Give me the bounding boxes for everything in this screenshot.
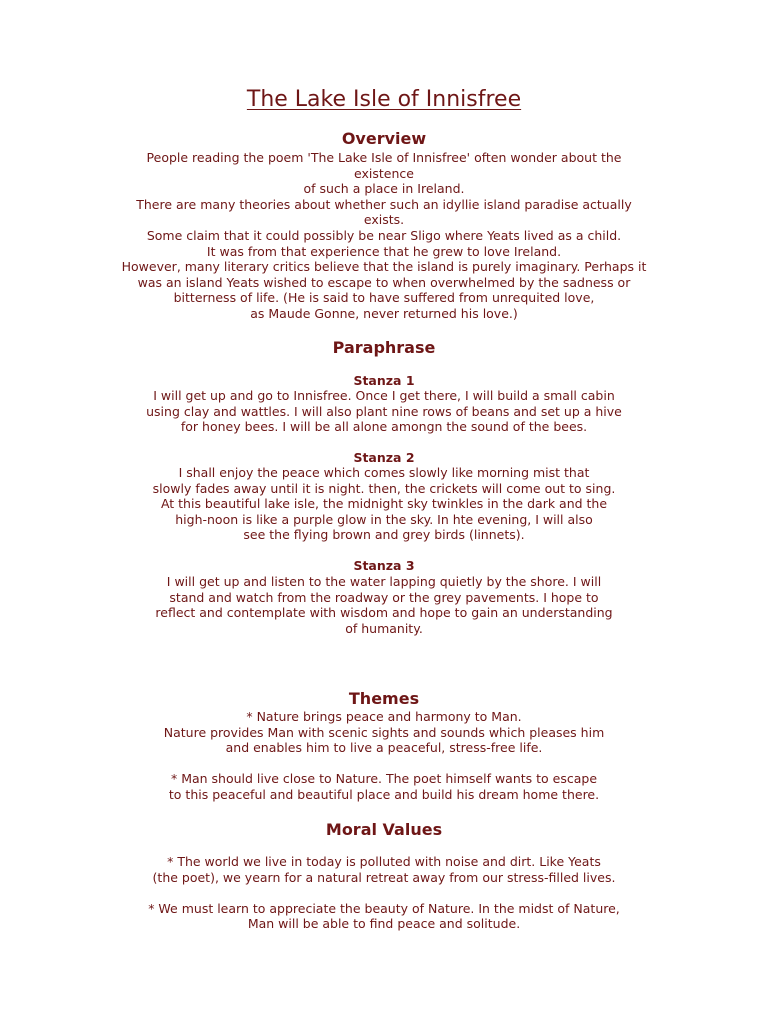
stanza-line: using clay and wattles. I will also plant nine rows of beans and set up a hive xyxy=(146,403,622,419)
paragraph-gap xyxy=(90,756,678,772)
overview-line: existence xyxy=(354,165,414,181)
overview-heading: Overview xyxy=(341,129,427,148)
stanza-line: stand and watch from the roadway or the grey pavements. I hope to xyxy=(169,589,599,605)
moral-values-line: (the poet), we yearn for a natural retreat away from our stress-filled lives. xyxy=(152,869,616,885)
stanza-line: I will get up and go to Innisfree. Once I get there, I will build a small cabin xyxy=(153,388,615,403)
stanza-line: At this beautiful lake isle, the midnight sky twinkles in the dark and the xyxy=(160,496,608,512)
stanza-2-text xyxy=(90,465,678,543)
overview-line: was an island Yeats wished to escape to when overwhelmed by the sadness or xyxy=(137,274,631,290)
overview-line: There are many theories about whether such an idyllie island paradise actually xyxy=(136,196,632,212)
overview-line: However, many literary critics believe that the island is purely imaginary. Perhaps it xyxy=(121,259,647,275)
stanza-line: reflect and contemplate with wisdom and hope to gain an understanding xyxy=(155,605,613,621)
themes-line: to this peaceful and beautiful place and build his dream home there. xyxy=(168,786,600,802)
overview-line: as Maude Gonne, never returned his love.) xyxy=(250,305,518,321)
themes-line: Nature provides Man with scenic sights and sounds which pleases him xyxy=(163,724,605,740)
themes-text xyxy=(90,709,678,803)
stanza-3-text xyxy=(90,574,678,636)
moral-values-line: Man will be able to find peace and solitude. xyxy=(247,916,521,932)
overview-line: of such a place in Ireland. xyxy=(303,181,465,197)
stanza-line: see the flying brown and grey birds (linnets). xyxy=(243,527,525,543)
themes-line: and enables him to live a peaceful, stress-free life. xyxy=(225,740,543,756)
document-title: The Lake Isle of Innisfree xyxy=(246,87,522,112)
overview-line: Some claim that it could possibly be near Sligo where Yeats lived as a child. xyxy=(146,227,622,243)
stanza-line: for honey bees. I will be all alone amongn the sound of the bees. xyxy=(180,419,588,435)
moral-values-line: * We must learn to appreciate the beauty of Nature. In the midst of Nature, xyxy=(148,900,620,916)
paragraph-gap xyxy=(90,885,678,901)
moral-values-line: * The world we live in today is polluted with noise and dirt. Like Yeats xyxy=(167,854,601,869)
stanza-line: I will get up and listen to the water lapping quietly by the shore. I will xyxy=(166,574,602,589)
overview-text xyxy=(90,150,678,322)
overview-line: bitterness of life. (He is said to have suffered from unrequited love, xyxy=(173,290,595,306)
stanza-3-heading: Stanza 3 xyxy=(353,558,415,573)
moral-values-text xyxy=(90,854,678,932)
stanza-line: I shall enjoy the peace which comes slowly like morning mist that xyxy=(178,465,590,480)
stanza-line: high-noon is like a purple glow in the sky. In hte evening, I will also xyxy=(175,511,593,527)
overview-line: People reading the poem 'The Lake Isle of Innisfree' often wonder about the xyxy=(146,150,622,165)
overview-line: It was from that experience that he grew to love Ireland. xyxy=(206,243,562,259)
themes-line: * Nature brings peace and harmony to Man. xyxy=(246,709,522,724)
paraphrase-heading: Paraphrase xyxy=(332,338,436,357)
themes-line: * Man should live close to Nature. The poet himself wants to escape xyxy=(170,771,598,787)
stanza-1-text xyxy=(90,388,678,435)
moral-values-heading: Moral Values xyxy=(325,820,443,839)
overview-line: exists. xyxy=(363,212,405,228)
stanza-2-heading: Stanza 2 xyxy=(353,450,415,465)
stanza-line: of humanity. xyxy=(345,620,423,636)
themes-heading: Themes xyxy=(348,689,420,708)
stanza-1-heading: Stanza 1 xyxy=(353,373,415,388)
stanza-line: slowly fades away until it is night. then, the crickets will come out to sing. xyxy=(152,480,616,496)
